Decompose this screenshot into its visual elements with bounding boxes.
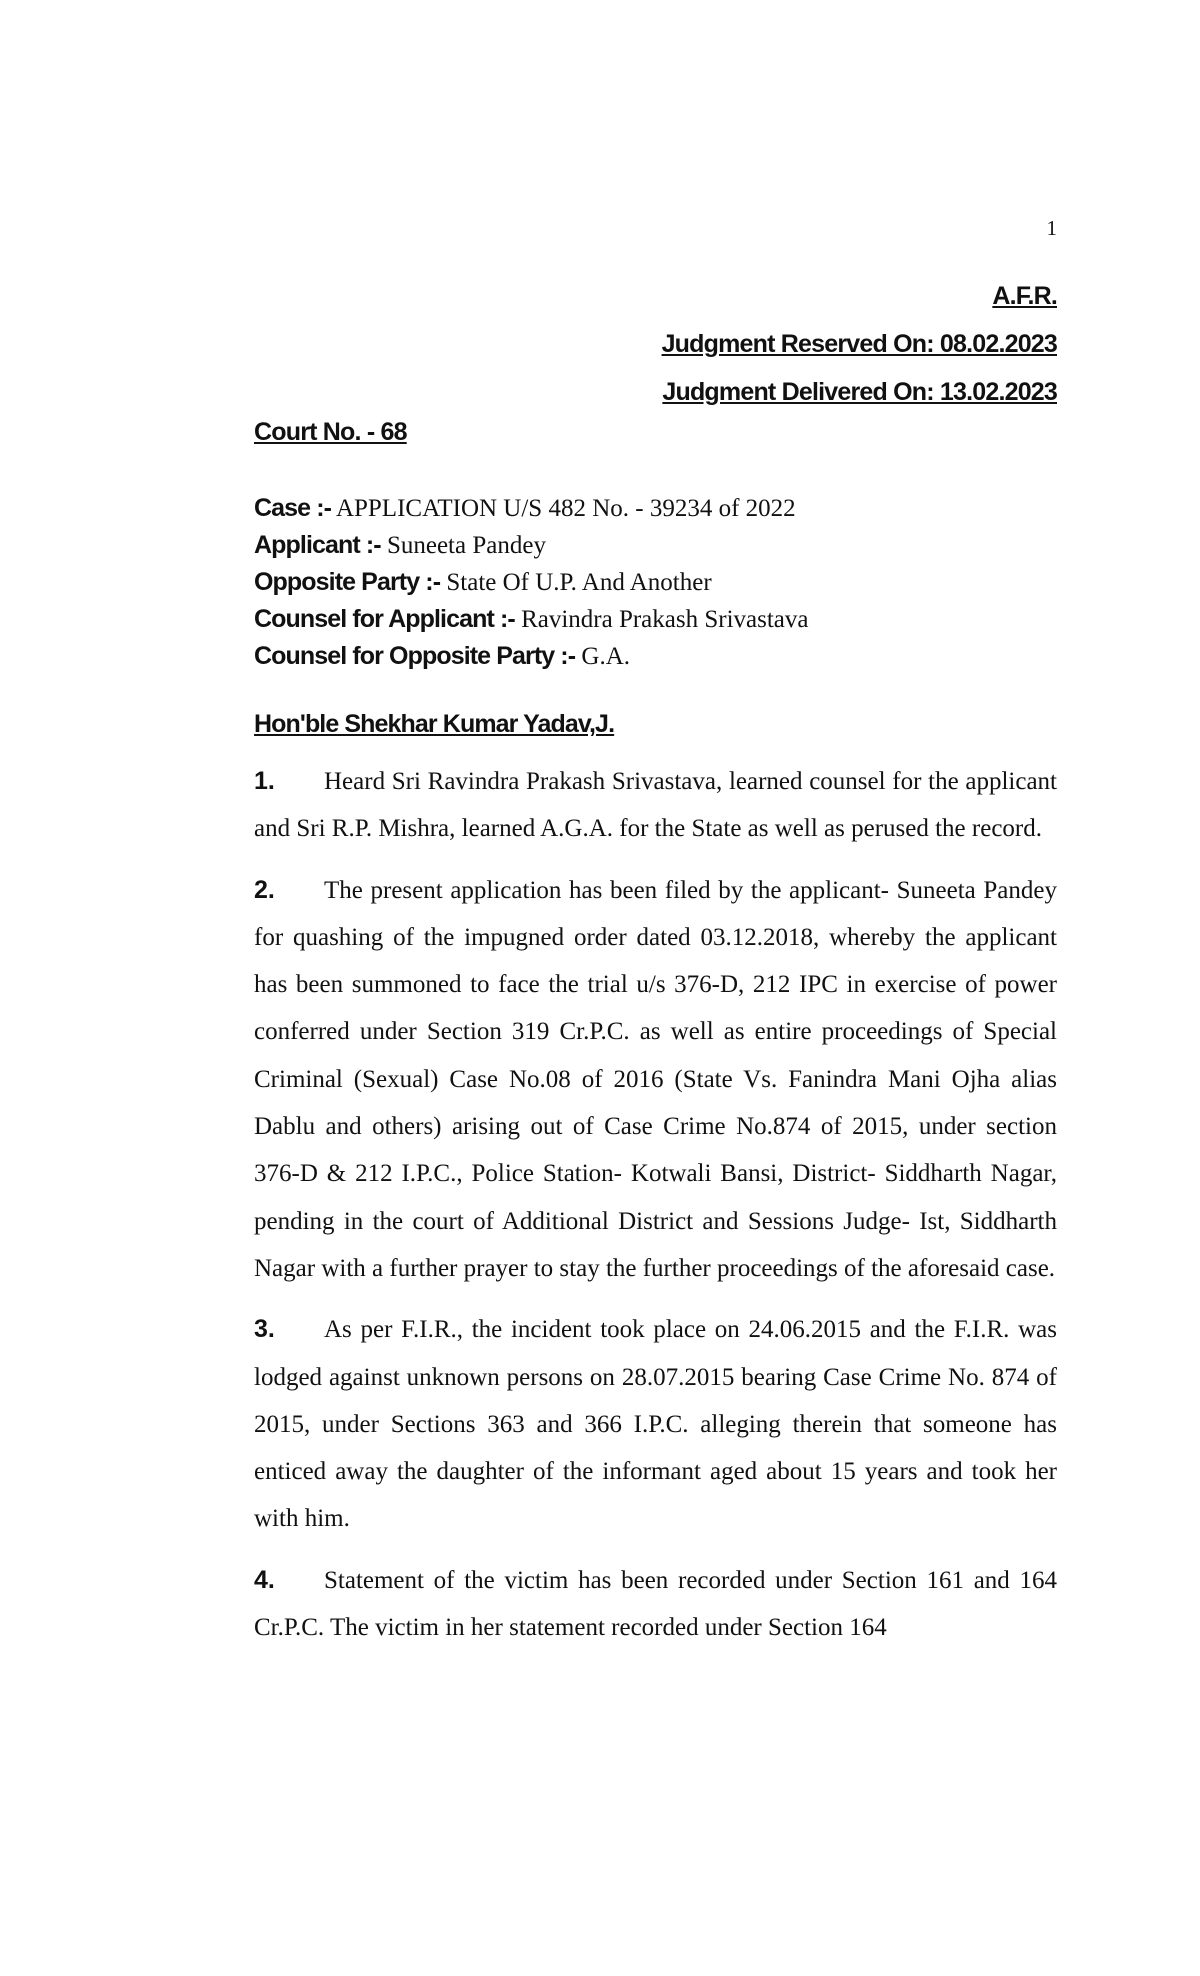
court-number: Court No. - 68 <box>254 418 407 446</box>
paragraph-2 <box>254 867 1057 1293</box>
judgment-header <box>662 272 1057 416</box>
paragraph-number: 3. <box>254 1315 275 1344</box>
case-detail-value: State Of U.P. And Another <box>446 569 712 596</box>
case-detail-key: Opposite Party :- <box>254 568 441 596</box>
case-detail-key: Counsel for Opposite Party :- <box>254 642 576 670</box>
case-detail-applicant <box>254 527 809 564</box>
case-detail-key: Applicant :- <box>254 531 381 559</box>
case-detail-value: G.A. <box>581 643 631 670</box>
case-detail-value: Ravindra Prakash Srivastava <box>521 606 809 633</box>
paragraph-1 <box>254 758 1057 853</box>
paragraph-text: Statement of the victim has been recorded under Section 161 and 164 Cr.P.C. The victim in her statement recorded under Section 164 <box>254 1566 1057 1642</box>
paragraph-text: Heard Sri Ravindra Prakash Srivastava, learned counsel for the applicant and Sri R.P. Mishra, learned A.G.A. for the State as well as perused the record. <box>254 768 1057 843</box>
case-detail-value: APPLICATION U/S 482 No. - 39234 of 2022 <box>335 495 796 522</box>
paragraph-number: 4. <box>254 1565 275 1594</box>
case-detail-counsel-applicant <box>254 601 809 638</box>
case-detail-value: Suneeta Pandey <box>386 532 546 559</box>
paragraph-text: As per F.I.R., the incident took place on 24.06.2015 and the F.I.R. was lodged against unknown persons on 28.07.2015 bearing Case Crime No. 874 of 2015, under Sections 363 and 366 I.P.C. alleging therein that someone has enticed away the daughter of the informant aged about 15 years and took her with him. <box>254 1316 1057 1533</box>
case-detail-key: Counsel for Applicant :- <box>254 605 515 633</box>
judgment-body <box>254 758 1057 1665</box>
case-detail-opposite-party <box>254 564 809 601</box>
paragraph-text: The present application has been filed by the applicant- Suneeta Pandey for quashing of the impugned order dated 03.12.2018, whereby the applicant has been summoned to face the trial u/s 376-D, 212 IPC in exercise of power conferred under Section 319 Cr.P.C. as well as entire proceedings of Special Criminal (Sexual) Case No.08 of 2016 (State Vs. Fanindra Mani Ojha alias Dablu and others) arising out of Case Crime No.874 of 2015, under section 376-D & 212 I.P.C., Police Station- Kotwali Bansi, District- Siddharth Nagar, pending in the court of Additional District and Sessions Judge- Ist, Siddharth Nagar with a further prayer to stay the further proceedings of the aforesaid case. <box>254 876 1057 1282</box>
judgment-reserved-date: Judgment Reserved On: 08.02.2023 <box>661 330 1057 358</box>
afr-label: A.F.R. <box>992 282 1057 310</box>
paragraph-number: 1. <box>254 767 275 795</box>
paragraph-4 <box>254 1557 1057 1652</box>
case-detail-key: Case :- <box>254 494 332 522</box>
case-detail-case <box>254 490 809 527</box>
case-details <box>254 490 809 675</box>
page-number: 1 <box>1046 216 1057 240</box>
paragraph-number: 2. <box>254 875 275 904</box>
paragraph-3 <box>254 1306 1057 1542</box>
case-detail-counsel-opposite-party <box>254 638 809 675</box>
judgment-delivered-date: Judgment Delivered On: 13.02.2023 <box>662 378 1057 406</box>
judge-name: Hon'ble Shekhar Kumar Yadav,J. <box>254 710 615 738</box>
